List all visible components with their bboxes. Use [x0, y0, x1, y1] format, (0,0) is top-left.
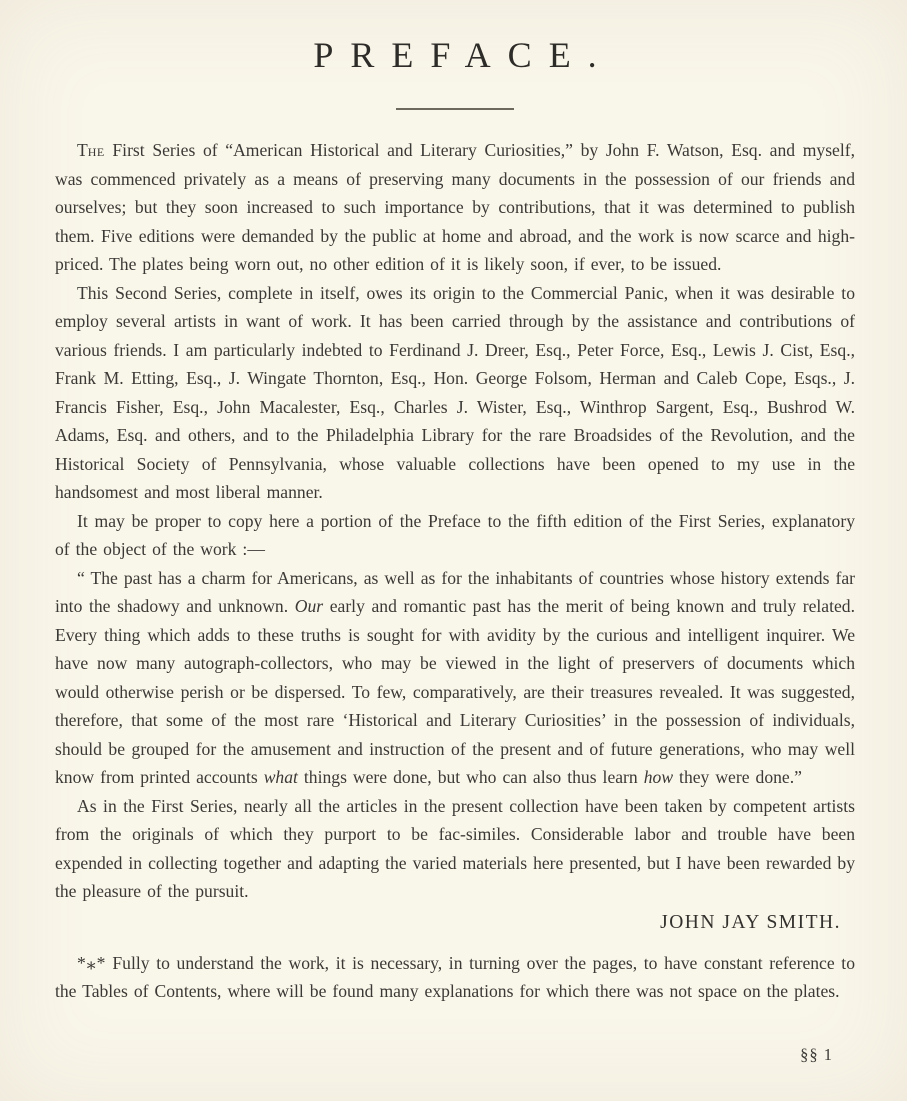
quote-text: things were done, but who can also thus learn — [297, 767, 644, 787]
preface-body — [55, 136, 855, 1006]
italic-word-how: how — [643, 767, 674, 787]
footnote-text: Fully to understand the work, it is necessary, in turning over the pages, to have constant reference to the Tables of Contents, where will be found many explanations for which there was not space on the plates. — [55, 952, 855, 1001]
quote-text: “ The past has a charm for Americans, as well as for the inhabitants of countries whose history extends far into the shadowy and unknown. — [55, 567, 855, 616]
footnote — [55, 949, 855, 1006]
drop-initial: T — [77, 140, 88, 160]
asterism-mark: *⁎* — [77, 952, 107, 973]
paragraph-quotation — [55, 564, 855, 792]
quote-text: they were done.” — [673, 767, 802, 787]
italic-word-our: Our — [294, 596, 324, 616]
italic-word-what: what — [263, 767, 298, 787]
page-number: §§ 1 — [800, 1045, 833, 1064]
author-signature: JOHN JAY SMITH. — [660, 911, 841, 933]
smallcaps-the: he — [87, 140, 105, 160]
paragraph-preface-intro: It may be proper to copy here a portion of the Preface to the fifth edition of the First Series, explanatory of the object of the work :— — [55, 510, 855, 559]
paragraph-text: First Series of “American Historical and Literary Curiosities,” by John F. Watson, Esq. and myself, was commenced privately as a means of preserving many documents in the possession of our friends and ourselves; but they soon increased to such importance by contributions, that it was determined to publish them. Five editions were demanded by the public at home and abroad, and the work is now scarce and high-priced. The plates being worn out, no other edition of it is likely soon, if ever, to be issued. — [55, 140, 855, 274]
paragraph-first-series — [55, 136, 855, 279]
paragraph-second-series: This Second Series, complete in itself, owes its origin to the Commercial Panic, when it was desirable to employ several artists in want of work. It has been carried through by the assistance and contributions of various friends. I am particularly indebted to Ferdinand J. Dreer, Esq., Peter Force, Esq., Lewis J. Cist, Esq., Frank M. Etting, Esq., J. Wingate Thornton, Esq., Hon. George Folsom, Herman and Caleb Cope, Esqs., J. Francis Fisher, Esq., John Macalester, Esq., Charles J. Wister, Esq., Winthrop Sargent, Esq., Bushrod W. Adams, Esq. and others, and to the Philadelphia Library for the rare Broadsides of the Revolution, and the Historical Society of Pennsylvania, whose valuable collections have been opened to my use in the handsomest and most liberal manner. — [55, 282, 855, 502]
page-title: PREFACE. — [313, 35, 614, 75]
paragraph-closing: As in the First Series, nearly all the articles in the present collection have been taken by competent artists from the originals of which they purport to be fac-similes. Considerable labor and trouble have been expended in collecting together and adapting the varied materials here presented, but I have been rewarded by the pleasure of the pursuit. — [55, 795, 855, 901]
quote-text: early and romantic past has the merit of being known and truly related. Every thing which adds to these truths is sought for with avidity by the curious and intelligent inquirer. We have now many autograph-collectors, who may be viewed in the light of preservers of documents which would otherwise perish or be dispersed. To few, comparatively, are their treasures revealed. It was suggested, therefore, that some of the most rare ‘Historical and Literary Curiosities’ in the possession of individuals, should be grouped for the amusement and instruction of the present and of future generations, who may well know from printed accounts — [55, 596, 855, 787]
title-divider — [396, 108, 514, 110]
